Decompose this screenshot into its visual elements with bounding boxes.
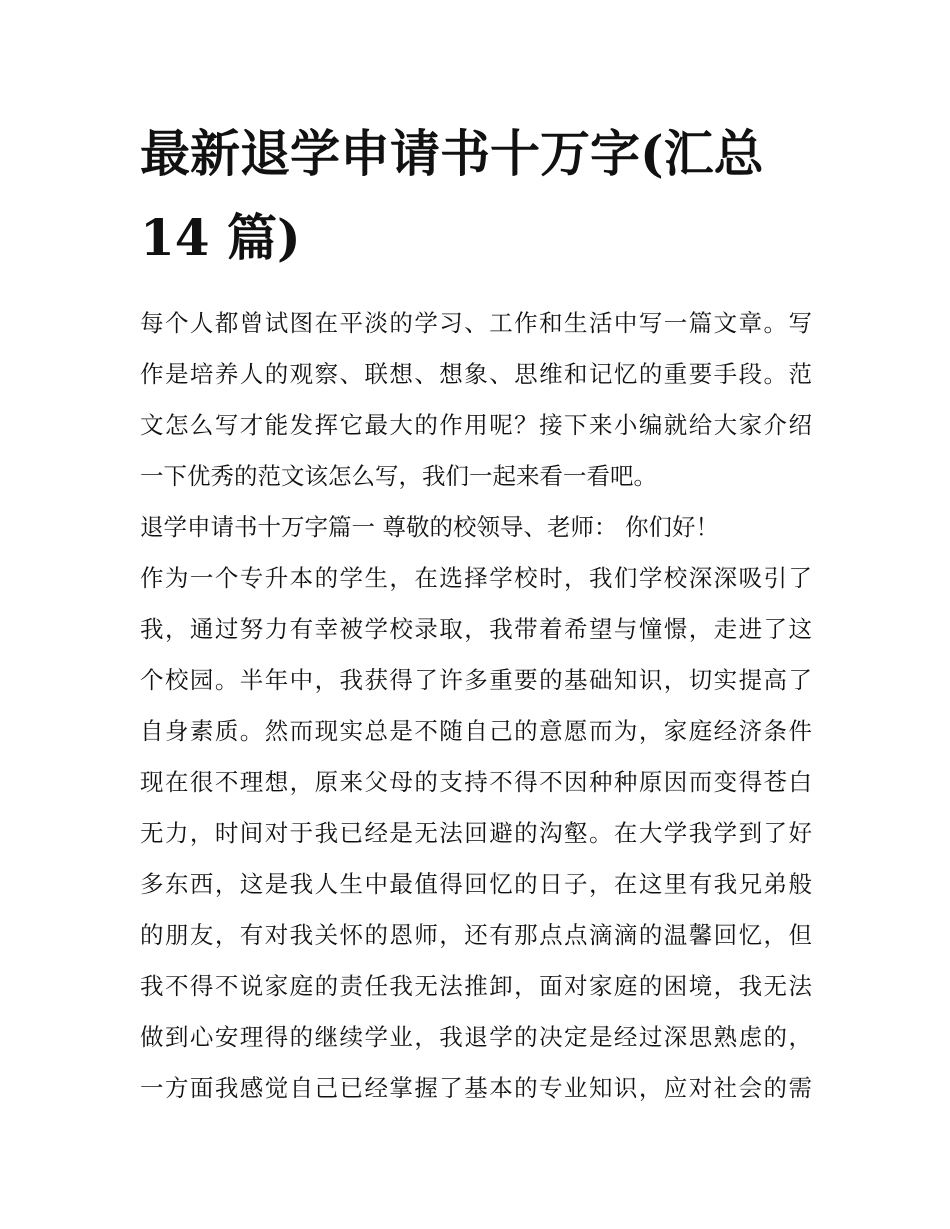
body-line: 退学申请书十万字篇一 尊敬的校领导、老师： 你们好！ (140, 513, 719, 541)
body-line: 文怎么写才能发挥它最大的作用呢？接下来小编就给大家介绍 (140, 411, 812, 439)
body-line: 一下优秀的范文该怎么写，我们一起来看一看吧。 (140, 462, 657, 490)
body-line: 自身素质。然而现实总是不随自己的意愿而为，家庭经济条件 (140, 717, 812, 745)
body-line: 做到心安理得的继续学业，我退学的决定是经过深思熟虑的， (140, 1023, 812, 1051)
body-line: 每个人都曾试图在平淡的学习、工作和生活中写一篇文章。写 (140, 309, 812, 337)
title-line: 最新退学申请书十万字(汇总 (140, 124, 764, 183)
body-line: 多东西，这是我人生中最值得回忆的日子，在这里有我兄弟般 (140, 870, 812, 898)
body-line: 个校园。半年中，我获得了许多重要的基础知识，切实提高了 (140, 666, 812, 694)
body-line: 无力，时间对于我已经是无法回避的沟壑。在大学我学到了好 (140, 819, 812, 847)
body-line: 我不得不说家庭的责任我无法推卸，面对家庭的困境，我无法 (140, 972, 812, 1000)
body-line: 一方面我感觉自己已经掌握了基本的专业知识，应对社会的需 (140, 1074, 812, 1102)
body-line: 的朋友，有对我关怀的恩师，还有那点点滴滴的温馨回忆，但 (140, 921, 812, 949)
body-line: 作为一个专升本的学生，在选择学校时，我们学校深深吸引了 (140, 564, 812, 592)
document-body (140, 298, 812, 1114)
body-line: 我，通过努力有幸被学校录取，我带着希望与憧憬，走进了这 (140, 615, 812, 643)
body-line: 作是培养人的观察、联想、想象、思维和记忆的重要手段。范 (140, 360, 812, 388)
title-line: 14 篇) (140, 208, 301, 267)
document-content (140, 112, 812, 1114)
document-title (140, 112, 812, 280)
body-line: 现在很不理想，原来父母的支持不得不因种种原因而变得苍白 (140, 768, 812, 796)
